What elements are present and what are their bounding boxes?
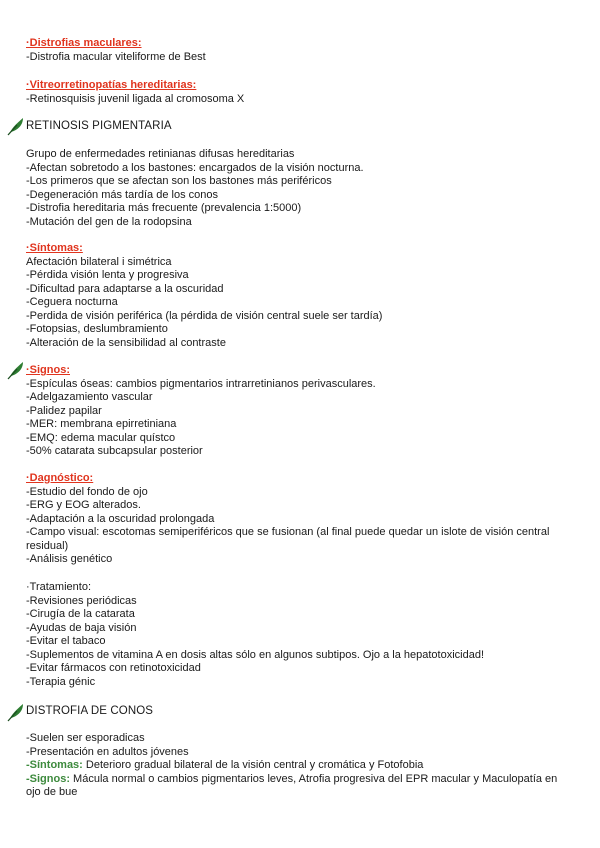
list-item: -Fotopsias, deslumbramiento bbox=[26, 323, 168, 335]
sintomas-row bbox=[26, 759, 576, 773]
signos-section bbox=[26, 364, 576, 459]
leaf-icon bbox=[6, 116, 26, 136]
list-item: -Cirugía de la catarata bbox=[26, 608, 135, 620]
list-item: -Los primeros que se afectan son los bastones más periféricos bbox=[26, 175, 332, 187]
distrofia-conos-section bbox=[26, 732, 576, 800]
signos-text: Mácula normal o cambios pigmentarios leves, Atrofia progresiva del EPR macular y Maculopatía en ojo de bue bbox=[26, 772, 558, 798]
list-item: -Degeneración más tardía de los conos bbox=[26, 188, 218, 201]
sintomas-label: -Síntomas: bbox=[26, 759, 83, 771]
sintomas-text: Deterioro gradual bilateral de la visión central y cromática y Fotofobia bbox=[82, 759, 424, 771]
list-item: -Perdida de visión periférica (la pérdida de visión central suele ser tardía) bbox=[26, 309, 383, 322]
section-heading: ·Síntomas: bbox=[26, 242, 83, 254]
list-item: -50% catarata subcapsular posterior bbox=[26, 445, 203, 457]
section-heading: ·Dagnóstico: bbox=[26, 472, 94, 484]
list-item: -Evitar fármacos con retinotoxicidad bbox=[26, 662, 201, 674]
list-item: Afectación bilateral i simétrica bbox=[26, 255, 172, 268]
list-item: -EMQ: edema macular quístco bbox=[26, 431, 176, 444]
list-item: -Dificultad para adaptarse a la oscuridad bbox=[26, 282, 224, 295]
signos-label: -Signos: bbox=[26, 772, 70, 785]
list-item: -Palidez papilar bbox=[26, 404, 102, 417]
leaf-icon bbox=[6, 702, 26, 722]
list-item: -Revisiones periódicas bbox=[26, 594, 137, 607]
distrofias-maculares-section bbox=[26, 37, 576, 64]
list-item: -Mutación del gen de la rodopsina bbox=[26, 215, 192, 228]
diagnostico-section bbox=[26, 472, 576, 567]
signos-row bbox=[26, 773, 561, 800]
list-item: -Ceguera nocturna bbox=[26, 296, 118, 308]
list-item: -ERG y EOG alterados. bbox=[26, 499, 141, 511]
tratamiento-section bbox=[26, 581, 576, 689]
section-heading: ·Distrofias maculares: bbox=[26, 37, 142, 49]
retinosis-title: RETINOSIS PIGMENTARIA bbox=[26, 120, 172, 132]
list-item: -Evitar el tabaco bbox=[26, 635, 106, 647]
list-item: -Adaptación a la oscuridad prolongada bbox=[26, 512, 215, 525]
list-item: -Espículas óseas: cambios pigmentarios intrarretinianos perivasculares. bbox=[26, 377, 376, 390]
list-item: -Distrofia hereditaria más frecuente (prevalencia 1:5000) bbox=[26, 202, 302, 214]
section-heading: ·Vitreorretinopatías hereditarias: bbox=[26, 79, 197, 91]
list-item: -Alteración de la sensibilidad al contraste bbox=[26, 336, 226, 349]
vitreorretinopatias-section bbox=[26, 79, 576, 106]
section-heading: ·Signos: bbox=[26, 364, 70, 376]
list-item: -Retinosquisis juvenil ligada al cromosoma X bbox=[26, 92, 245, 105]
list-item: -Análisis genético bbox=[26, 553, 113, 565]
list-item: -Estudio del fondo de ojo bbox=[26, 485, 148, 498]
retinosis-intro bbox=[26, 148, 576, 229]
list-item: -Pérdida visión lenta y progresiva bbox=[26, 269, 189, 281]
list-item: -Distrofia macular viteliforme de Best bbox=[26, 50, 206, 63]
list-item: -Presentación en adultos jóvenes bbox=[26, 745, 189, 758]
distrofia-conos-title: DISTROFIA DE CONOS bbox=[26, 705, 154, 717]
list-item: -Terapia génic bbox=[26, 675, 96, 688]
list-item: -Suelen ser esporadicas bbox=[26, 732, 145, 744]
list-item: Grupo de enfermedades retinianas difusas hereditarias bbox=[26, 148, 295, 160]
section-heading: ·Tratamiento: bbox=[26, 581, 92, 593]
list-item: -Campo visual: escotomas semiperiféricos que se fusionan (al final puede quedar un islote de visión central residual) bbox=[26, 526, 550, 552]
list-item: -Ayudas de baja visión bbox=[26, 621, 137, 634]
list-item: -MER: membrana epirretiniana bbox=[26, 418, 177, 430]
leaf-icon bbox=[6, 360, 26, 380]
list-item: -Afectan sobretodo a los bastones: encargados de la visión nocturna. bbox=[26, 161, 364, 174]
list-item: -Adelgazamiento vascular bbox=[26, 391, 153, 403]
sintomas-section bbox=[26, 242, 576, 350]
list-item: -Suplementos de vitamina A en dosis altas sólo en algunos subtipos. Ojo a la hepatotoxicidad! bbox=[26, 648, 485, 661]
